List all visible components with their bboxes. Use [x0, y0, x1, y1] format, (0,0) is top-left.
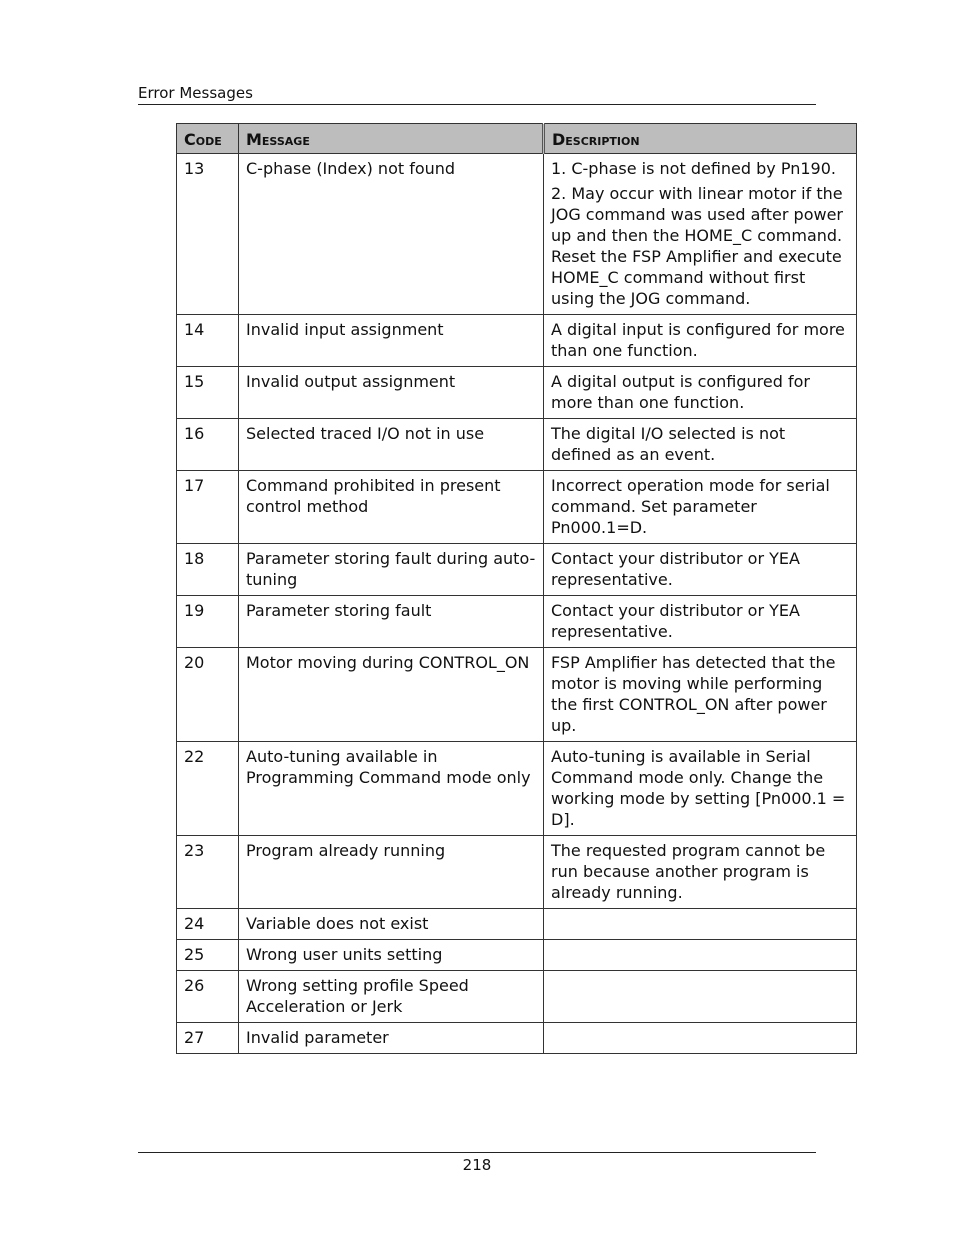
- error-message-cell: Invalid input assignment: [239, 315, 544, 367]
- error-message-cell: Program already running: [239, 836, 544, 909]
- description-paragraph: 2. May occur with linear motor if the JOG command was used after power up and then the HOME_C command. Reset the FSP Amplifier and execute HOME_C command without first using the JOG command.: [551, 184, 844, 308]
- table-row: [177, 1023, 857, 1054]
- error-message-cell: Parameter storing fault: [239, 596, 544, 648]
- error-description-cell: [544, 471, 857, 544]
- error-message-cell: Wrong setting profile Speed Acceleration or Jerk: [239, 971, 544, 1023]
- error-code-cell: 15: [177, 367, 239, 419]
- error-messages-table: [176, 123, 857, 1054]
- error-description-cell: [544, 315, 857, 367]
- error-description-cell: [544, 940, 857, 971]
- description-paragraph: FSP Amplifier has detected that the motor is moving while performing the first CONTROL_ON after power up.: [551, 653, 836, 735]
- running-header: Error Messages: [138, 84, 816, 105]
- description-paragraph: Contact your distributor or YEA representative.: [551, 601, 800, 641]
- error-description-cell: [544, 419, 857, 471]
- table-row: [177, 648, 857, 742]
- error-message-cell: Variable does not exist: [239, 909, 544, 940]
- table-row: [177, 315, 857, 367]
- page-number: 218: [462, 1156, 492, 1174]
- table-row: [177, 154, 857, 315]
- error-code-cell: 23: [177, 836, 239, 909]
- error-code-cell: 24: [177, 909, 239, 940]
- error-message-cell: Auto-tuning available in Programming Command mode only: [239, 742, 544, 836]
- error-description-cell: [544, 971, 857, 1023]
- column-header-description: Description: [544, 124, 857, 154]
- error-description-cell: [544, 909, 857, 940]
- error-code-cell: 16: [177, 419, 239, 471]
- description-paragraph: The requested program cannot be run because another program is already running.: [551, 841, 826, 902]
- error-description-cell: [544, 648, 857, 742]
- error-description-cell: [544, 742, 857, 836]
- table-row: [177, 596, 857, 648]
- error-code-cell: 19: [177, 596, 239, 648]
- table-row: [177, 742, 857, 836]
- description-paragraph: 1. C-phase is not defined by Pn190.: [551, 159, 836, 178]
- table-row: [177, 836, 857, 909]
- error-message-cell: Motor moving during CONTROL_ON: [239, 648, 544, 742]
- table-row: [177, 909, 857, 940]
- description-paragraph: Contact your distributor or YEA representative.: [551, 549, 800, 589]
- error-code-cell: 20: [177, 648, 239, 742]
- column-header-code: Code: [177, 124, 239, 154]
- table-row: [177, 544, 857, 596]
- error-code-cell: 18: [177, 544, 239, 596]
- error-message-cell: C-phase (Index) not found: [239, 154, 544, 315]
- table-row: [177, 367, 857, 419]
- footer-rule: [138, 1152, 816, 1153]
- error-code-cell: 25: [177, 940, 239, 971]
- description-paragraph: A digital output is configured for more than one function.: [551, 372, 810, 412]
- description-paragraph: The digital I/O selected is not defined as an event.: [551, 424, 786, 464]
- column-header-message: Message: [239, 124, 544, 154]
- error-code-cell: 14: [177, 315, 239, 367]
- table-row: [177, 971, 857, 1023]
- table-row: [177, 419, 857, 471]
- error-code-cell: 26: [177, 971, 239, 1023]
- error-description-cell: [544, 367, 857, 419]
- description-paragraph: A digital input is configured for more than one function.: [551, 320, 845, 360]
- error-description-cell: [544, 836, 857, 909]
- error-message-cell: Invalid output assignment: [239, 367, 544, 419]
- error-code-cell: 17: [177, 471, 239, 544]
- error-description-cell: [544, 154, 857, 315]
- table-row: [177, 471, 857, 544]
- error-message-cell: Command prohibited in present control method: [239, 471, 544, 544]
- error-code-cell: 13: [177, 154, 239, 315]
- error-code-cell: 22: [177, 742, 239, 836]
- error-message-cell: Parameter storing fault during auto-tuning: [239, 544, 544, 596]
- error-message-cell: Wrong user units setting: [239, 940, 544, 971]
- error-message-cell: Selected traced I/O not in use: [239, 419, 544, 471]
- description-paragraph: Auto-tuning is available in Serial Command mode only. Change the working mode by setting [Pn000.1 = D].: [551, 747, 846, 829]
- table-body: [177, 154, 857, 1054]
- error-description-cell: [544, 596, 857, 648]
- table-header-row: [177, 124, 857, 154]
- error-message-cell: Invalid parameter: [239, 1023, 544, 1054]
- error-description-cell: [544, 544, 857, 596]
- table-row: [177, 940, 857, 971]
- error-description-cell: [544, 1023, 857, 1054]
- error-code-cell: 27: [177, 1023, 239, 1054]
- description-paragraph: Incorrect operation mode for serial command. Set parameter Pn000.1=D.: [551, 476, 830, 537]
